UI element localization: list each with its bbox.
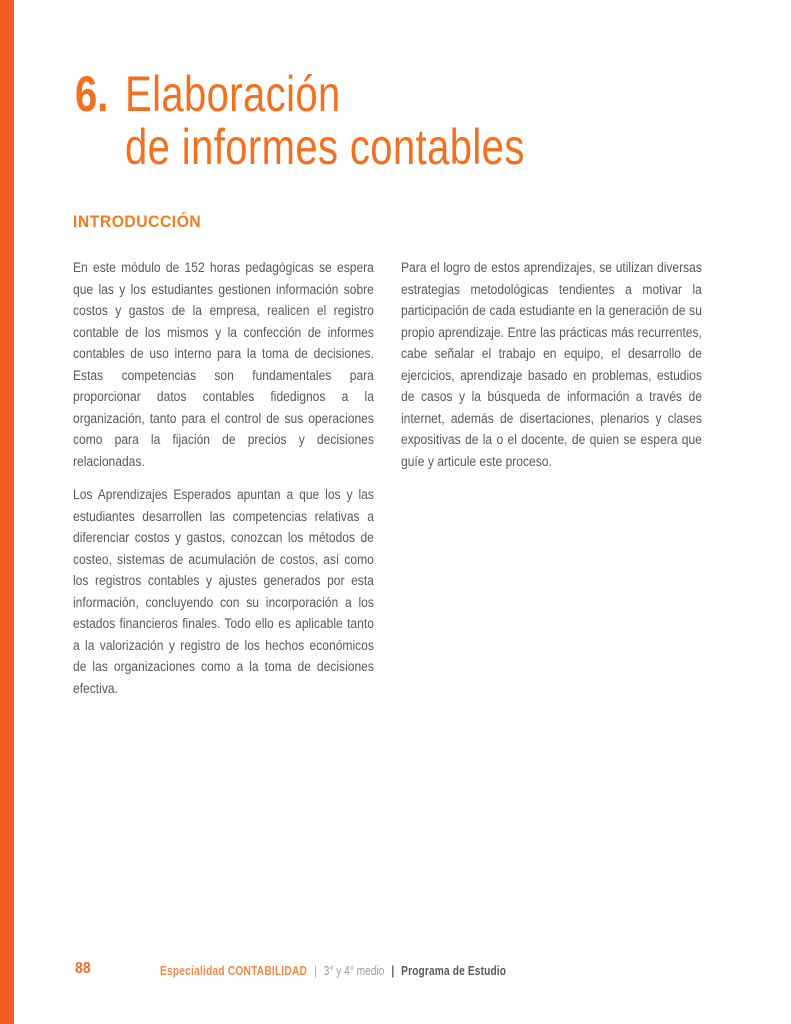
footer-separator: |	[314, 963, 317, 978]
paragraph: Los Aprendizajes Esperados apuntan a que los y las estudiantes desarrollen las competencias relativas a diferenciar costos y gastos, conozcan los métodos de costeo, sistemas de acumulación de costos, así como los registros contables y ajustes generados por esta información, concluyendo con su incorporación a los estados financieros finales. Todo ello es aplicable tanto a la valorización y registro de los hechos económicos de las organizaciones como a la toma de decisiones efectiva.	[73, 487, 374, 697]
section-heading-introduccion: INTRODUCCIÓN	[73, 212, 202, 231]
footer-page-number: 88	[75, 960, 91, 977]
paragraph: Para el logro de estos aprendizajes, se utilizan diversas estrategias metodológicas tendientes a motivar la participación de cada estudiante en la generación de su propio aprendizaje. Entre las prácticas más recurrentes, cabe señalar el trabajo en equipo, el desarrollo de ejercicios, aprendizaje basado en problemas, estudios de casos y la búsqueda de información a través de internet, además de disertaciones, plenarios y clases expositivas de la o el docente, de quien se espera que guíe y articule este proceso.	[401, 260, 702, 470]
chapter-title	[125, 68, 525, 174]
body-column-left	[73, 258, 374, 700]
footer-program-label: Programa de Estudio	[401, 963, 507, 978]
body-column-right	[401, 258, 702, 473]
paragraph: En este módulo de 152 horas pedagógicas se espera que las y los estudiantes gestionen información sobre costos y gastos de la empresa, realicen el registro contable de los mismos y la confección de informes contables de uso interno para la toma de decisiones. Estas competencias son fundamentales para proporcionar datos contables fidedignos a la organización, tanto para el control de sus operaciones como para la fijación de precios y decisiones relacionadas.	[73, 260, 374, 470]
chapter-title-line1: Elaboración	[125, 66, 341, 122]
footer-grade-label: 3° y 4° medio	[323, 963, 385, 978]
footer-separator: |	[391, 963, 395, 978]
footer-meta	[160, 963, 506, 978]
footer-specialty-label: Especialidad CONTABILIDAD	[160, 963, 308, 978]
chapter-number: 6.	[75, 66, 109, 122]
left-accent-bar	[0, 0, 14, 1024]
chapter-title-line2: de informes contables	[125, 119, 525, 175]
